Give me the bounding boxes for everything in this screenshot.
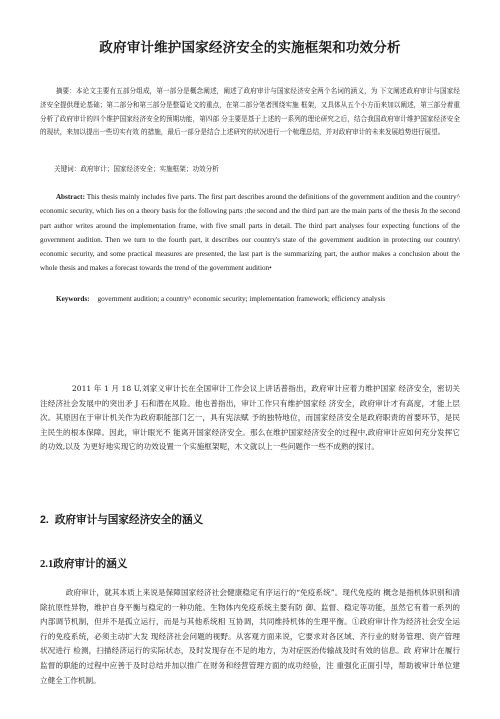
section-heading-2-1	[40, 556, 127, 571]
keywords-label: Keywords:	[56, 295, 90, 303]
abstract-chinese: 摘要：本论文主要有五部分组成，第一部分是概念阐述，阐述了政府审计与国家经济安全两个名词的涵义，为 下文阐述政府审计与国家经济安全提供理论基础；第二部分和第三部分是整篇论文的重点，在第二部分笔者围绕实施 框架，又具体从五个小方而来加以阐述，第三部分着重分析了政府审计的四个维护国家经济安全的预期功能，第四部 分主要是基于上述的一系列的理论研究之后，结合我国政府审计维护国家经济安全的现状，来加以提出一些切实有效 的措施，最后一部分是结合上述研究的状况进行一个梳理总结，并对政府审计的未来发展趋势进行展望。	[40, 87, 460, 137]
section-heading-2	[40, 512, 203, 527]
keywords-english	[56, 293, 460, 305]
intro-paragraph: 2011 年 1 月 18 U,刘家义审计长在全国审计工作会议上讲话普指出，政府审计应着力维护国家 经济安全，密切关注经济社会发展中的突出矛 J 石和潜在风险。他也普指出，审计工作只有维护国家经 济安全，政府审计才有高度，才能上层次。其原因在于审计机关作为政府职能部门乞一，具有宪法赋 予的独特地位，而国家经济安全是政府职责的首要环节，是民主民生的根本保障。因此，审计眼光不 能离开国家经济安全。那么在维护国家经济安全的过程中,政府审计应如何充分发挥它的功效,以及 为更好地实现它的功效设置一个实施框架呢，木文就以上一些问题作一些不成熟的探讨。	[40, 384, 460, 452]
subsection-number: 2.1	[40, 559, 54, 570]
keywords-chinese: 关键词：政府审计；国家经济安全；实施框架；功效分析	[54, 165, 219, 173]
abstract-english	[40, 190, 460, 276]
keywords-english-text: government audition; a country^ economic security; implementation framework; efficiency analysis	[97, 295, 386, 303]
section-2-1-body: 政府审计，就其本质上来说是保障国家经济社会健康稳定有序运行的“免疫系统”。现代免疫的 概念是指机体识别和清除抗原性异物，维护自身平衡与稳定的一种功能。生物体内免疫系统主要有防 御、监督、稳定等功能，虽然它有着一系列的内部调节机制，但并不是孤立运行，而是与其他系统相 互协调，共同维持机体的生理平衡。①政府审计作为经济社会安全运行的免疫系统，必须主动扩大发 现经济社会问题的视野。从客观方面来说，它要求对各区域、齐行业的财务管理、资产管理状况进行 检测，扫描经济运行的实际状态，及时发现存在不足的地方，为对症医治传输战及时有效的信息。政 府审计在履行监督的职能的过程中应善于及时总结并加以推广在财务和经营管理方面的成功经验，注 重强化正面引导，帮助被审计单位建立健全工作机制。	[40, 588, 460, 685]
abstract-english-text: This thesis mainly includes five parts. The first part describes around the definitions of the government audition and the country^ economic security, which lies on a theory basis for the following parts ;the second and the third part are the main parts of the thesis Jn the second part author writes around the implementation frame, with five small parts in detail. The third part analyses four expecting functions of the government audition. Then we turn to the fourth part, it describes our country's state of the government audition in protecting our country\ economic security, and some practical measures are presented, the last part is the summarizing part, the author makes a conclusion about the whole thesis and makes a forecast towards the trend of the government audition•	[40, 193, 461, 273]
section-number: 2.	[40, 514, 49, 526]
section-title: 政府审计与国家经济安全的涵义	[54, 514, 204, 526]
paper-title: 政府审计维护国家经济安全的实施框架和功效分析	[99, 40, 401, 56]
subsection-title: 政府审计的涵义	[53, 558, 128, 570]
abstract-label: Abstract:	[55, 193, 85, 201]
